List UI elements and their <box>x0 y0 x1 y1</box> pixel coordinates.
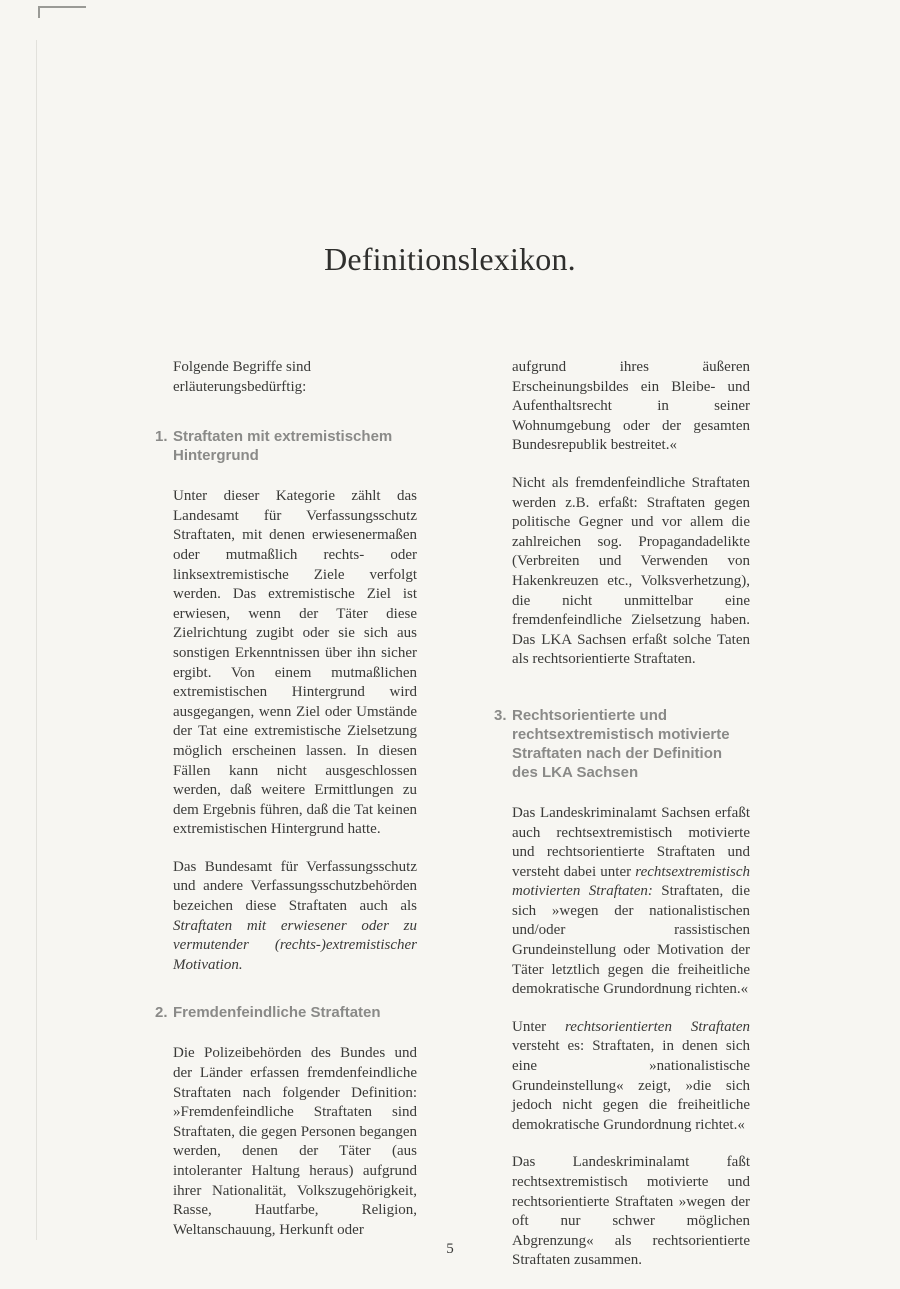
section-3-heading <box>494 706 750 782</box>
section-3-paragraph-1 <box>512 804 750 1000</box>
scan-margin-line <box>36 40 37 1240</box>
section-3-title: Rechtsorientierte und rechtsextremistisch motivierte Straftaten nach der Definition des LKA Sachsen <box>512 706 730 781</box>
section-1-number: 1. <box>155 428 168 446</box>
intro-paragraph: Folgende Begriffe sind erläuterungsbedürftig: <box>173 359 312 395</box>
crop-mark-vertical <box>38 6 40 18</box>
section-3-paragraph-2-text-b: versteht es: Straftaten, in denen sich eine »nationalistische Grundeinstellung« zeigt, »die sich jedoch nicht gegen die freiheitliche demokratische Grundordnung richtet.« <box>512 1038 750 1133</box>
section-3-paragraph-2 <box>512 1018 750 1136</box>
section-3-number: 3. <box>494 706 507 724</box>
section-2-paragraph-2: Nicht als fremdenfeindliche Straftaten werden z.B. erfaßt: Straftaten gegen politische Gegner und vor allem die zahlreichen sog. Propagandadelikte (Verbreiten und Verwenden von Hakenkreuzen etc., Volksverhetzung), die nicht unmittelbar eine fremdenfeindliche Zielsetzung haben. Das LKA Sachsen erfaßt solche Taten als rechtsorientierte Straftaten. <box>512 474 750 668</box>
section-2-heading <box>155 1003 417 1022</box>
section-1-paragraph-2 <box>173 858 417 976</box>
page-number: 5 <box>446 1241 454 1257</box>
section-1-title: Straftaten mit extremistischem Hintergrund <box>173 428 393 465</box>
crop-mark <box>38 6 86 8</box>
section-1-paragraph-2-italic: Straftaten mit erwiesener oder zu vermutender (rechts-)extremistischer Motivation. <box>173 917 417 973</box>
section-3-paragraph-2-text-a: Unter <box>512 1018 566 1035</box>
left-column <box>155 358 417 1258</box>
section-2-number: 2. <box>155 1004 168 1022</box>
section-3-paragraph-1-text-a: Das Landeskriminalamt Sachsen erfaßt auch rechtsextremistisch motivierte und rechtsorientierte Straftaten und versteht dabei unter <box>512 804 750 880</box>
section-3-paragraph-1-text-b: Straftaten, die sich »wegen der nationalistischen und/oder rassistischen Grundeinstellung oder Motivation der Täter letztlich gegen die freiheitliche demokratische Grundordnung richten.« <box>512 883 750 998</box>
section-1-heading <box>155 427 417 465</box>
section-3-paragraph-2-italic: rechtsorientierten Straftaten <box>565 1018 750 1035</box>
section-3-paragraph-1-italic: rechtsextremistisch motivierten Straftaten: <box>512 863 750 900</box>
section-3-paragraph-3: Das Landeskriminalamt faßt rechtsextremistisch motivierte und rechtsorientierte Straftaten »wegen der oft nur schwer möglichen Abgrenzung« als rechtsorientierte Straftaten zusammen. <box>512 1154 750 1269</box>
right-column <box>494 358 750 1289</box>
section-1-paragraph-2-text: Das Bundesamt für Verfassungsschutz und andere Verfassungsschutzbehörden bezeichen diese Straftaten auch als <box>173 858 417 915</box>
section-1-paragraph-1: Unter dieser Kategorie zählt das Landesamt für Verfassungsschutz Straftaten, mit denen erwiesenermaßen oder mutmaßlich rechts- oder linksextremistische Ziele verfolgt werden. Das extremistische Ziel ist erwiesen, wenn der Täter diese Zielrichtung zugibt oder sie sich aus sonstigen Erkenntnissen über ihn sicher ergibt. Von einem mutmaßlichen extremistischen Hintergrund wird ausgegangen, wenn Ziel oder Umstände der Tat eine extremistische Zielsetzung möglich erscheinen lassen. In diesen Fällen kann nicht ausgeschlossen werden, daß weitere Ermittlungen zu dem Ergebnis führen, daß die Tat keinen extremistischen Hintergrund hatte. <box>173 488 417 838</box>
section-2-continuation: aufgrund ihres äußeren Erscheinungsbildes ein Bleibe- und Aufenthaltsrecht in seiner Wohnumgebung oder der gesamten Bundesrepublik bestreitet.« <box>512 359 750 454</box>
page-title: Definitionslexikon. <box>324 241 576 278</box>
section-2-paragraph-1: Die Polizeibehörden des Bundes und der Länder erfassen fremdenfeindliche Straftaten nach folgender Definition: »Fremdenfeindliche Straftaten sind Straftaten, die gegen Personen begangen werden, denen der Täter (aus intoleranter Haltung heraus) aufgrund ihrer Nationalität, Volkszugehörigkeit, Rasse, Hautfarbe, Religion, Weltanschauung, Herkunft oder <box>173 1045 417 1238</box>
section-2-title: Fremdenfeindliche Straftaten <box>173 1004 381 1022</box>
